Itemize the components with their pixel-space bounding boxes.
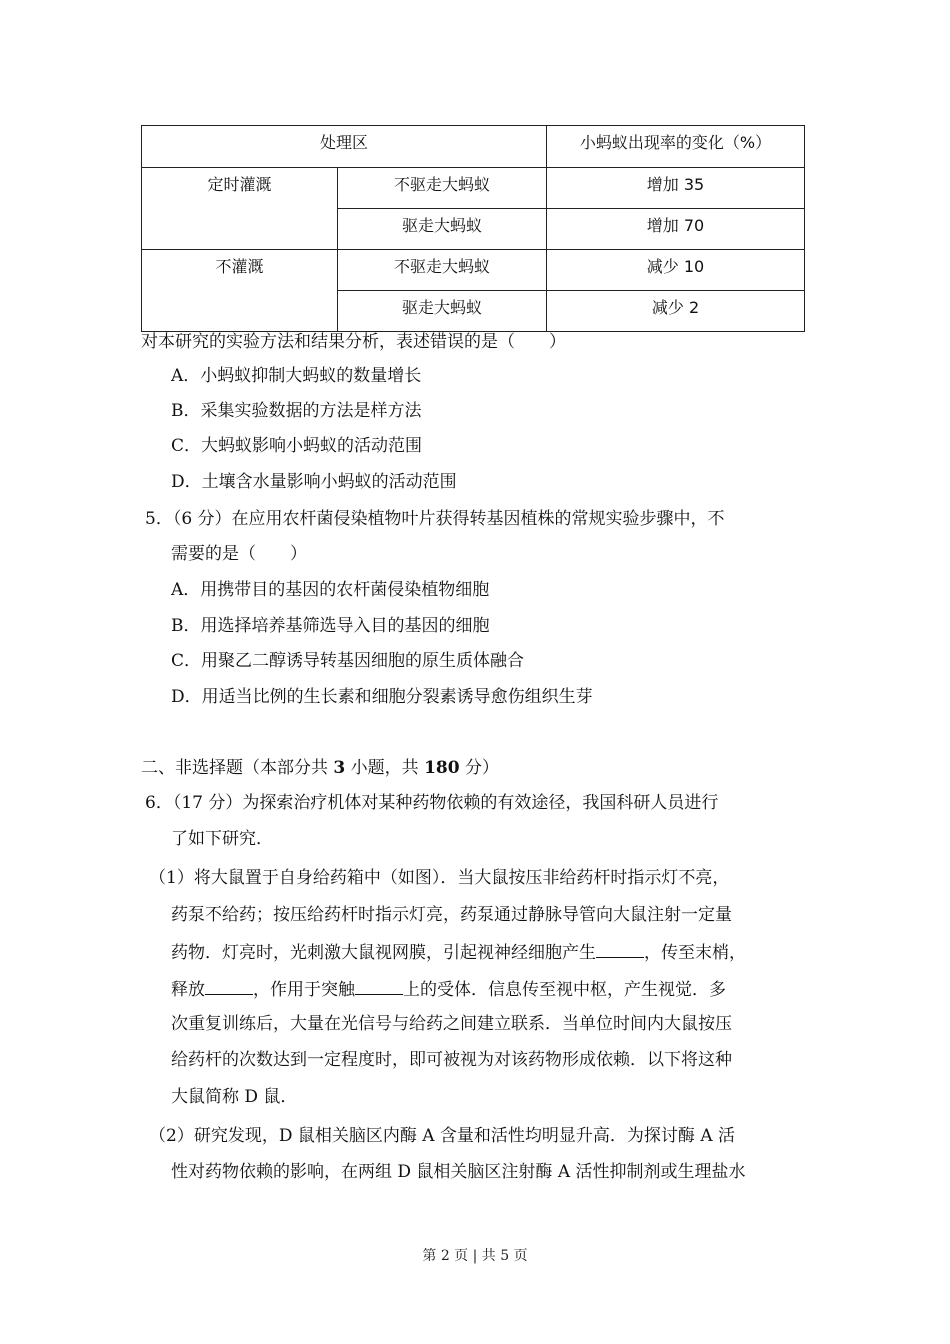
q5-stem-line2: 需要的是（ ） <box>171 544 307 564</box>
answer-blank[interactable] <box>205 976 253 995</box>
q6-part1-line1: （1）将大鼠置于自身给药箱中（如图）．当大鼠按压非给药杆时指示灯不亮， <box>149 868 730 888</box>
q4-option-b: B．采集实验数据的方法是样方法 <box>171 401 422 421</box>
change-cell: 减少 2 <box>547 291 805 332</box>
change-cell: 减少 10 <box>547 250 805 291</box>
header-change-rate: 小蚂蚁出现率的变化（%） <box>547 126 805 168</box>
treatment-cell: 不驱走大蚂蚁 <box>338 168 547 209</box>
q6-part2-line2: 性对药物依赖的影响，在两组 D 鼠相关脑区注射酶 A 活性抑制剂或生理盐水 <box>171 1162 746 1182</box>
q6-part1-line4: 释放 ，作用于突触 上的受体．信息传至视中枢，产生视觉．多 <box>171 976 726 1002</box>
page-footer: 第 2 页 | 共 5 页 <box>422 1248 528 1264</box>
section-heading: 二、非选择题（本部分共 3 小题，共 180 分） <box>141 758 499 778</box>
q6-part1-line5: 次重复训练后，大量在光信号与给药之间建立联系．当单位时间内大鼠按压 <box>171 1014 732 1034</box>
q6-part1-line3: 药物．灯亮时，光刺激大鼠视网膜，引起视神经细胞产生 ，传至末梢， <box>171 939 746 965</box>
header-treatment-area: 处理区 <box>142 126 547 168</box>
q5-option-b: B．用选择培养基筛选导入目的基因的细胞 <box>171 616 490 636</box>
q4-option-d: D．土壤含水量影响小蚂蚁的活动范围 <box>171 472 457 492</box>
table-row <box>142 250 805 291</box>
q5-option-c: C．用聚乙二醇诱导转基因细胞的原生质体融合 <box>171 651 525 671</box>
q6-part1-line6: 给药杆的次数达到一定程度时，即可被视为对该药物形成依赖．以下将这种 <box>171 1050 732 1070</box>
treatment-cell: 驱走大蚂蚁 <box>338 291 547 332</box>
q4-option-a: A．小蚂蚁抑制大蚂蚁的数量增长 <box>171 366 422 386</box>
q5-stem-line1: 5．（6 分）在应用农杆菌侵染植物叶片获得转基因植株的常规实验步骤中，不 <box>145 509 725 529</box>
change-cell: 增加 70 <box>547 209 805 250</box>
q6-part1-line7: 大鼠简称 D 鼠． <box>171 1087 298 1107</box>
change-cell: 增加 35 <box>547 168 805 209</box>
treatment-cell: 不驱走大蚂蚁 <box>338 250 547 291</box>
table-row <box>142 168 805 209</box>
group-label: 定时灌溉 <box>142 168 338 250</box>
q6-part2-line1: （2）研究发现，D 鼠相关脑区内酶 A 含量和活性均明显升高．为探讨酶 A 活 <box>149 1126 736 1146</box>
table-header-row <box>142 126 805 168</box>
answer-blank[interactable] <box>355 976 403 995</box>
q5-option-a: A．用携带目的基因的农杆菌侵染植物细胞 <box>171 580 490 600</box>
q4-option-c: C．大蚂蚁影响小蚂蚁的活动范围 <box>171 436 423 456</box>
group-label: 不灌溉 <box>142 250 338 332</box>
answer-blank[interactable] <box>596 939 644 958</box>
q6-stem-line2: 了如下研究． <box>171 829 273 849</box>
q6-stem-line1: 6．（17 分）为探索治疗机体对某种药物依赖的有效途径，我国科研人员进行 <box>145 793 719 813</box>
ant-data-table <box>141 125 805 332</box>
q4-stem: 对本研究的实验方法和结果分析，表述错误的是（ ） <box>141 332 566 352</box>
treatment-cell: 驱走大蚂蚁 <box>338 209 547 250</box>
q5-option-d: D．用适当比例的生长素和细胞分裂素诱导愈伤组织生芽 <box>171 687 593 707</box>
q6-part1-line2: 药泵不给药；按压给药杆时指示灯亮，药泵通过静脉导管向大鼠注射一定量 <box>171 905 732 925</box>
